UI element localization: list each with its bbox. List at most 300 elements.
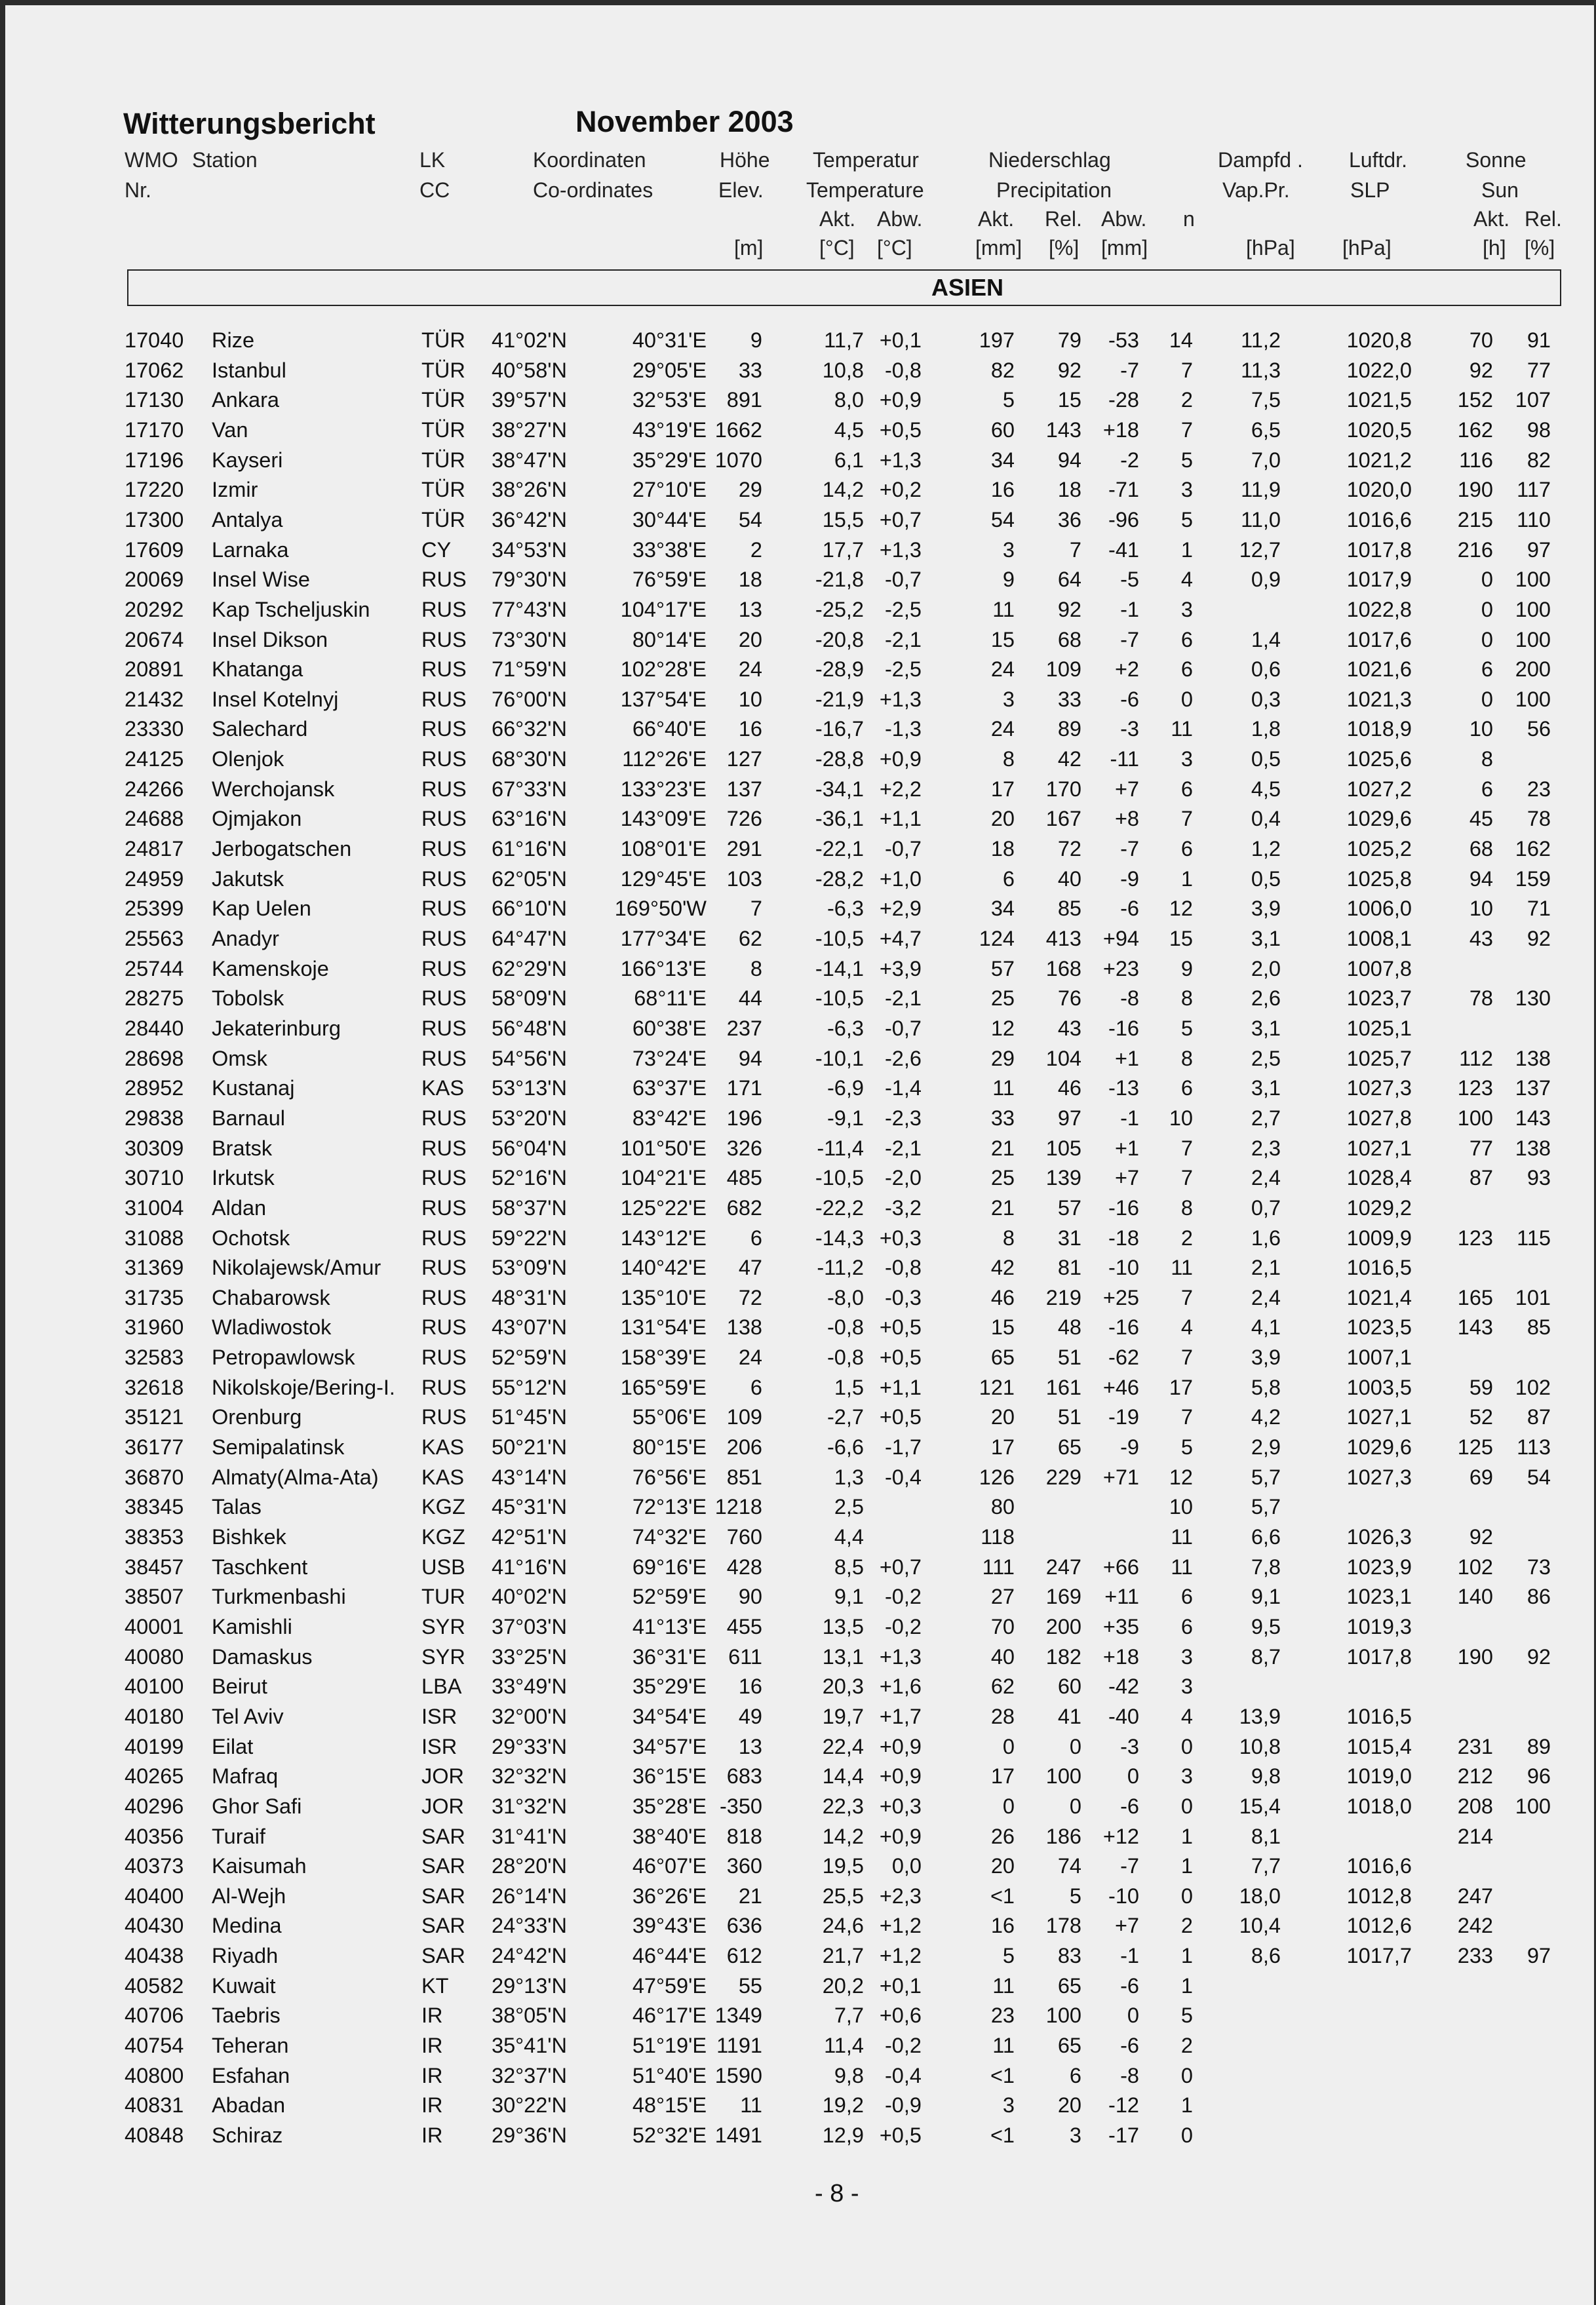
longitude: 30°44'E (632, 507, 707, 532)
sun-akt: 208 (1457, 1794, 1493, 1818)
prec-abw: +7 (1114, 1914, 1139, 1938)
prec-akt: 27 (990, 1585, 1015, 1609)
wmo-nr: 24266 (125, 777, 184, 801)
prec-days: 6 (1180, 1585, 1193, 1609)
station-name: Ojmjakon (212, 807, 302, 831)
wmo-nr: 40800 (125, 2063, 184, 2087)
prec-abw: -42 (1108, 1675, 1139, 1699)
wmo-nr: 17062 (125, 358, 184, 382)
sea-level-pressure (1329, 2091, 1412, 2120)
country-code: RUS (421, 1046, 467, 1070)
prec-akt: 21 (990, 1136, 1015, 1160)
sun-rel: 101 (1515, 1285, 1551, 1309)
longitude: 40°31'E (632, 328, 707, 352)
longitude: 74°32'E (632, 1525, 707, 1549)
sun-rel: 77 (1527, 358, 1551, 382)
prec-days: 3 (1180, 1764, 1193, 1789)
sun-akt: 45 (1469, 807, 1493, 831)
longitude: 129°45'E (620, 866, 707, 891)
country-code: TÜR (421, 328, 465, 352)
prec-days: 1 (1180, 1854, 1193, 1878)
temp-abw: +0,1 (879, 328, 922, 352)
temp-abw: +0,5 (879, 1315, 922, 1340)
elevation: 44 (738, 986, 762, 1011)
elevation: 10 (738, 687, 762, 711)
sea-level-pressure: 1017,8 (1346, 1644, 1412, 1669)
country-code: JOR (421, 1794, 464, 1818)
sea-level-pressure: 1012,8 (1346, 1884, 1412, 1908)
prec-abw: -62 (1108, 1346, 1139, 1370)
sun-akt: 165 (1457, 1285, 1493, 1309)
vapour-pressure: 7,5 (1251, 388, 1281, 412)
latitude: 43°07'N (492, 1315, 567, 1340)
prec-days: 7 (1180, 1136, 1193, 1160)
prec-akt: 11 (992, 1973, 1015, 1998)
temp-akt: 25,5 (822, 1884, 864, 1908)
wmo-nr: 21432 (125, 687, 184, 711)
temp-akt: 7,7 (834, 2004, 864, 2028)
sun-akt: 152 (1457, 388, 1493, 412)
vapour-pressure: 3,9 (1251, 1346, 1281, 1370)
latitude: 26°14'N (492, 1884, 567, 1908)
sea-level-pressure: 1021,5 (1346, 388, 1412, 412)
table-row (5, 1253, 1594, 1282)
elevation: 326 (726, 1136, 762, 1160)
station-name: Damaskus (212, 1644, 313, 1669)
station-name: Khatanga (212, 657, 303, 682)
latitude: 79°30'N (492, 568, 567, 592)
station-name: Kamishli (212, 1614, 292, 1638)
prec-akt: 20 (990, 807, 1015, 831)
wmo-nr: 31088 (125, 1226, 184, 1250)
prec-days: 11 (1171, 1525, 1193, 1549)
sun-akt (1441, 2031, 1493, 2060)
prec-akt: 18 (990, 837, 1015, 861)
sun-akt (1441, 1343, 1493, 1372)
sun-rel (1493, 2121, 1551, 2150)
sea-level-pressure (1329, 2031, 1412, 2060)
temp-abw: +0,9 (879, 747, 922, 771)
temp-akt: 8,5 (834, 1555, 864, 1579)
station-name: Kap Tscheljuskin (212, 597, 370, 621)
prec-days: 11 (1171, 717, 1193, 741)
prec-abw: -1 (1120, 597, 1139, 621)
sun-akt: 0 (1481, 687, 1493, 711)
temp-akt: 24,6 (822, 1914, 864, 1938)
hdr-prec-abw: Abw. (1101, 207, 1147, 231)
prec-akt: <1 (990, 2123, 1015, 2147)
temp-akt: 19,5 (822, 1854, 864, 1878)
latitude: 33°49'N (492, 1675, 567, 1699)
vapour-pressure: 1,8 (1251, 717, 1281, 741)
sea-level-pressure: 1016,5 (1346, 1704, 1412, 1728)
sun-akt: 116 (1459, 448, 1493, 472)
longitude: 102°28'E (620, 657, 707, 682)
prec-days: 0 (1180, 687, 1193, 711)
latitude: 31°32'N (492, 1794, 567, 1818)
temp-abw: -0,7 (884, 837, 922, 861)
sea-level-pressure: 1022,8 (1346, 597, 1412, 621)
country-code: USB (421, 1555, 465, 1579)
sun-akt: 212 (1457, 1764, 1493, 1789)
longitude: 51°40'E (632, 2063, 707, 2087)
elevation: 127 (726, 747, 762, 771)
sun-rel: 200 (1515, 657, 1551, 682)
vapour-pressure: 11,9 (1241, 478, 1281, 502)
vapour-pressure (1218, 2091, 1281, 2120)
latitude: 48°31'N (492, 1285, 567, 1309)
elevation: 21 (738, 1884, 762, 1908)
temp-abw: +1,3 (879, 537, 922, 562)
station-name: Anadyr (212, 927, 279, 950)
longitude: 140°42'E (620, 1256, 707, 1280)
prec-rel: 68 (1057, 627, 1081, 651)
temp-abw: +0,2 (879, 478, 922, 502)
temp-akt: 20,2 (822, 1973, 864, 1998)
latitude: 24°42'N (492, 1944, 567, 1968)
prec-days: 10 (1169, 1106, 1193, 1130)
temp-akt: 9,8 (834, 2063, 864, 2087)
table-row (5, 505, 1594, 534)
region-label: ASIEN (931, 274, 1004, 301)
longitude: 52°59'E (632, 1585, 707, 1609)
longitude: 69°16'E (632, 1555, 707, 1579)
prec-akt: 12 (990, 1016, 1015, 1040)
station-name: Larnaka (212, 537, 289, 562)
prec-abw: 0 (1127, 1764, 1139, 1789)
unit-temp-akt: [°C] (819, 236, 855, 260)
prec-akt: <1 (990, 2063, 1015, 2087)
station-name: Irkutsk (212, 1166, 275, 1190)
prec-rel: 51 (1057, 1405, 1081, 1429)
elevation: 72 (738, 1285, 762, 1309)
prec-akt: 126 (979, 1465, 1015, 1489)
elevation: 94 (738, 1046, 762, 1070)
temp-akt: 1,3 (834, 1465, 864, 1489)
station-name: Insel Wise (212, 568, 310, 592)
prec-akt: 20 (990, 1405, 1015, 1429)
vapour-pressure: 0,9 (1251, 568, 1281, 592)
temp-abw: +0,5 (879, 1405, 922, 1429)
sea-level-pressure: 1021,6 (1346, 657, 1412, 682)
prec-akt: 121 (979, 1375, 1015, 1399)
prec-abw: -13 (1108, 1076, 1139, 1100)
prec-rel: 104 (1045, 1046, 1081, 1070)
sun-rel: 92 (1527, 927, 1551, 950)
sun-akt (1441, 954, 1493, 983)
temp-akt: 12,9 (822, 2123, 864, 2147)
country-code: RUS (421, 568, 467, 592)
sea-level-pressure: 1017,8 (1346, 537, 1412, 562)
sun-rel: 96 (1527, 1764, 1551, 1789)
prec-rel: 182 (1045, 1644, 1081, 1669)
sun-rel (1493, 1971, 1551, 2000)
elevation: 55 (738, 1973, 762, 1998)
region-header-box (127, 269, 1561, 306)
table-row (5, 1492, 1594, 1521)
elevation: 2 (750, 537, 762, 562)
prec-days: 0 (1180, 2123, 1193, 2147)
table-row (5, 775, 1594, 804)
vapour-pressure: 13,9 (1239, 1704, 1281, 1728)
vapour-pressure: 8,6 (1251, 1944, 1281, 1968)
prec-days: 2 (1180, 1226, 1193, 1250)
prec-akt: 42 (990, 1256, 1015, 1280)
wmo-nr: 40430 (125, 1914, 184, 1938)
prec-days: 3 (1180, 747, 1193, 771)
wmo-nr: 38457 (125, 1555, 184, 1579)
prec-days: 2 (1180, 1914, 1193, 1938)
vapour-pressure: 3,9 (1251, 897, 1281, 921)
prec-days: 6 (1180, 777, 1193, 801)
vapour-pressure (1218, 2031, 1281, 2060)
vapour-pressure: 11,2 (1241, 328, 1281, 352)
sun-rel: 137 (1515, 1076, 1551, 1100)
sun-rel: 100 (1515, 1794, 1551, 1818)
latitude: 32°37'N (492, 2063, 567, 2087)
prec-akt: 21 (990, 1195, 1015, 1220)
vapour-pressure: 7,8 (1251, 1555, 1281, 1579)
temp-akt: -0,8 (827, 1346, 864, 1370)
prec-rel: 92 (1057, 358, 1081, 382)
temp-abw: -3,2 (884, 1195, 922, 1220)
sea-level-pressure: 1017,7 (1346, 1944, 1412, 1968)
vapour-pressure (1218, 2121, 1281, 2150)
sun-akt: 242 (1457, 1914, 1493, 1938)
prec-abw: -41 (1108, 537, 1139, 562)
prec-days: 7 (1180, 1166, 1193, 1190)
prec-akt: 28 (990, 1704, 1015, 1728)
latitude: 45°31'N (492, 1495, 567, 1519)
longitude: 177°34'E (620, 927, 707, 950)
prec-akt: 3 (1002, 687, 1015, 711)
station-name: Jekaterinburg (212, 1016, 341, 1040)
sun-akt: 92 (1469, 1525, 1493, 1549)
wmo-nr: 20891 (125, 657, 184, 682)
longitude: 52°32'E (632, 2123, 707, 2147)
wmo-nr: 17170 (125, 417, 184, 442)
prec-akt: 17 (990, 1764, 1015, 1789)
prec-days: 1 (1180, 537, 1193, 562)
temp-akt: -6,3 (827, 897, 864, 921)
prec-days: 15 (1169, 927, 1193, 950)
temp-abw: +2,2 (879, 777, 922, 801)
latitude: 62°29'N (492, 956, 567, 980)
prec-akt: 11 (992, 597, 1015, 621)
longitude: 51°19'E (632, 2034, 707, 2058)
wmo-nr: 17300 (125, 507, 184, 532)
table-row (5, 326, 1594, 355)
country-code: SAR (421, 1824, 465, 1848)
wmo-nr: 28952 (125, 1076, 184, 1100)
elevation: 760 (726, 1525, 762, 1549)
sun-rel (1493, 745, 1551, 773)
sun-akt: 59 (1469, 1375, 1493, 1399)
wmo-nr: 28698 (125, 1046, 184, 1070)
prec-akt: 17 (990, 777, 1015, 801)
sun-akt: 70 (1469, 328, 1493, 352)
sun-rel: 110 (1517, 507, 1551, 532)
sun-rel: 93 (1527, 1166, 1551, 1190)
temp-akt: 11,4 (824, 2034, 864, 2058)
country-code: RUS (421, 1375, 467, 1399)
sun-akt: 140 (1457, 1585, 1493, 1609)
station-name: Aldan (212, 1195, 267, 1220)
hdr-vap-pr: Vap.Pr. (1222, 178, 1290, 202)
wmo-nr: 40080 (125, 1644, 184, 1669)
elevation: 13 (738, 597, 762, 621)
country-code: KT (421, 1973, 449, 1998)
prec-days: 3 (1180, 1644, 1193, 1669)
sun-rel: 71 (1527, 897, 1551, 921)
elevation: 1349 (714, 2004, 762, 2028)
latitude: 59°22'N (492, 1226, 567, 1250)
prec-days: 14 (1169, 328, 1193, 352)
table-row (5, 1702, 1594, 1731)
station-name: Istanbul (212, 358, 286, 382)
sun-rel (1493, 1851, 1551, 1880)
longitude: 76°56'E (632, 1465, 707, 1489)
prec-abw: +46 (1102, 1375, 1139, 1399)
table-row (5, 2091, 1594, 2120)
temp-abw: -0,7 (884, 568, 922, 592)
station-name: Schiraz (212, 2123, 283, 2147)
wmo-nr: 40706 (125, 2004, 184, 2028)
prec-rel: 33 (1057, 687, 1081, 711)
sun-akt: 216 (1457, 537, 1493, 562)
sea-level-pressure: 1025,2 (1346, 837, 1412, 861)
station-name: Salechard (212, 717, 308, 741)
country-code: RUS (421, 866, 467, 891)
station-name: Antalya (212, 507, 283, 532)
temp-abw: +0,5 (879, 417, 922, 442)
temp-akt: 4,4 (834, 1525, 864, 1549)
prec-abw: +94 (1102, 927, 1139, 950)
station-name: Nikolskoje/Bering-I. (212, 1375, 395, 1399)
prec-akt: 82 (990, 358, 1015, 382)
prec-abw: +35 (1102, 1614, 1139, 1638)
vapour-pressure (1218, 595, 1281, 624)
prec-rel: 36 (1057, 507, 1081, 532)
temp-abw: +1,6 (879, 1675, 922, 1699)
prec-akt: 24 (990, 717, 1015, 741)
sun-akt: 0 (1481, 597, 1493, 621)
temp-akt: -14,1 (815, 956, 864, 980)
sun-rel: 73 (1527, 1555, 1551, 1579)
station-name: Ochotsk (212, 1226, 290, 1250)
prec-akt: 11 (992, 1076, 1015, 1100)
vapour-pressure: 11,0 (1241, 507, 1281, 532)
prec-rel (1028, 1522, 1081, 1551)
prec-rel: 105 (1045, 1136, 1081, 1160)
sea-level-pressure: 1021,3 (1346, 687, 1412, 711)
table-row (5, 1851, 1594, 1880)
prec-days: 7 (1180, 358, 1193, 382)
longitude: 108°01'E (620, 837, 707, 861)
longitude: 35°29'E (632, 1675, 707, 1699)
wmo-nr: 24959 (125, 866, 184, 891)
temp-akt: 11,7 (824, 328, 864, 352)
prec-akt: 6 (1002, 866, 1015, 891)
station-name: Werchojansk (212, 777, 335, 801)
sun-rel (1493, 2061, 1551, 2090)
prec-abw: -40 (1108, 1704, 1139, 1728)
station-name: Nikolajewsk/Amur (212, 1256, 381, 1280)
temp-akt: -36,1 (815, 807, 864, 831)
sun-rel: 82 (1527, 448, 1551, 472)
vapour-pressure: 6,5 (1251, 417, 1281, 442)
vapour-pressure: 10,8 (1239, 1734, 1281, 1758)
latitude: 71°59'N (492, 657, 567, 682)
temp-akt: 2,5 (834, 1495, 864, 1519)
vapour-pressure: 0,5 (1251, 866, 1281, 891)
sun-akt (1441, 1702, 1493, 1731)
temp-abw: -2,0 (884, 1166, 922, 1190)
prec-rel: 229 (1045, 1465, 1081, 1489)
temp-akt: -0,8 (827, 1315, 864, 1340)
prec-abw: +2 (1114, 657, 1139, 682)
longitude: 38°40'E (632, 1824, 707, 1848)
country-code: KAS (421, 1076, 465, 1100)
temp-akt: -11,4 (817, 1136, 864, 1160)
temp-abw: +0,7 (879, 1555, 922, 1579)
elevation: 47 (738, 1256, 762, 1280)
sun-akt: 6 (1481, 657, 1493, 682)
sun-rel (1493, 1014, 1551, 1043)
longitude: 101°50'E (620, 1136, 707, 1160)
vapour-pressure: 5,7 (1251, 1465, 1281, 1489)
latitude: 66°32'N (492, 717, 567, 741)
prec-abw: -7 (1120, 627, 1139, 651)
country-code: JOR (421, 1764, 464, 1789)
temp-abw: +0,5 (879, 1346, 922, 1370)
sun-akt: 214 (1457, 1824, 1493, 1848)
country-code: SAR (421, 1944, 465, 1968)
prec-abw: -7 (1120, 358, 1139, 382)
station-name: Insel Kotelnyj (212, 687, 339, 711)
vapour-pressure: 8,1 (1251, 1824, 1281, 1848)
prec-akt: 33 (990, 1106, 1015, 1130)
prec-abw (1080, 1522, 1139, 1551)
country-code: RUS (421, 1136, 467, 1160)
hdr-prec-rel: Rel. (1045, 207, 1082, 231)
country-code: IR (421, 2093, 443, 2118)
station-name: Taschkent (212, 1555, 308, 1579)
sun-rel (1493, 1343, 1551, 1372)
wmo-nr: 36177 (125, 1435, 184, 1460)
temp-abw: -0,7 (884, 1016, 922, 1040)
sun-akt (1441, 2001, 1493, 2030)
station-name: Insel Dikson (212, 627, 328, 651)
latitude: 55°12'N (492, 1375, 567, 1399)
prec-akt: 65 (990, 1346, 1015, 1370)
sea-level-pressure: 1018,9 (1346, 717, 1412, 741)
wmo-nr: 17196 (125, 448, 184, 472)
latitude: 32°32'N (492, 1764, 567, 1789)
wmo-nr: 25399 (125, 897, 184, 921)
elevation: 6 (750, 1226, 762, 1250)
latitude: 41°02'N (492, 328, 567, 352)
prec-akt: 16 (990, 478, 1015, 502)
station-name: Olenjok (212, 747, 284, 771)
table-row (5, 1163, 1594, 1192)
sea-level-pressure: 1025,6 (1346, 747, 1412, 771)
prec-rel: 74 (1057, 1854, 1081, 1878)
wmo-nr: 40100 (125, 1675, 184, 1699)
prec-rel: 83 (1057, 1944, 1081, 1968)
latitude: 29°36'N (492, 2123, 567, 2147)
country-code: KAS (421, 1435, 465, 1460)
